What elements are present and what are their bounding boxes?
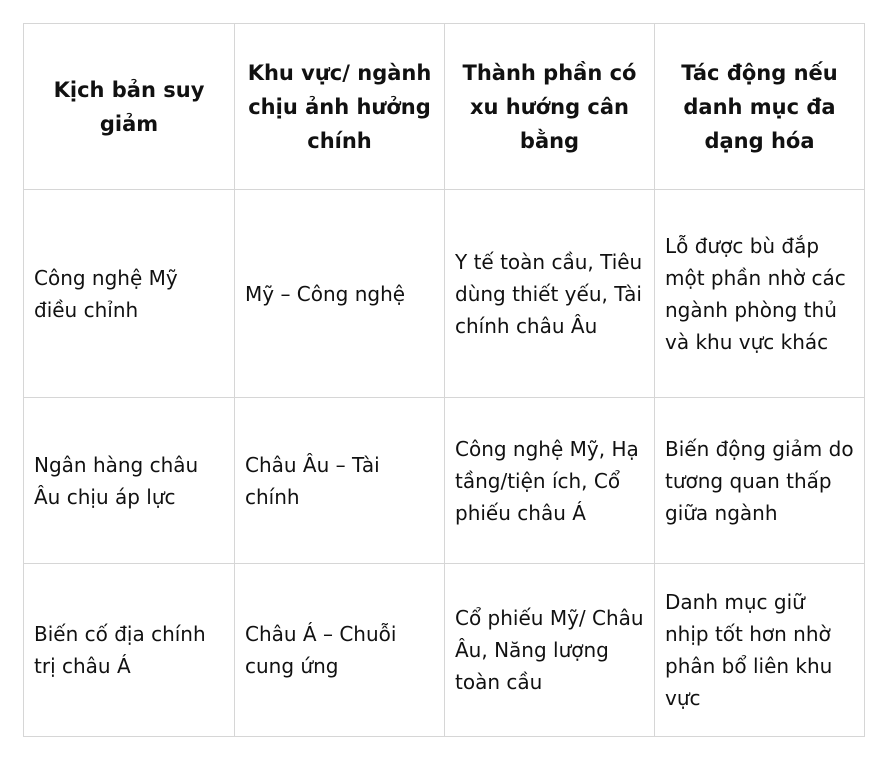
cell-balancing-components: Y tế toàn cầu, Tiêu dùng thiết yếu, Tài chính châu Âu [445,190,655,398]
cell-scenario: Công nghệ Mỹ điều chỉnh [24,190,235,398]
table-header-row [24,24,865,190]
cell-balancing-components: Công nghệ Mỹ, Hạ tầng/tiện ích, Cổ phiếu châu Á [445,398,655,564]
table-row [24,398,865,564]
header-balancing-components: Thành phần có xu hướng cân bằng [445,24,655,190]
header-scenario: Kịch bản suy giảm [24,24,235,190]
cell-diversified-impact: Danh mục giữ nhịp tốt hơn nhờ phân bổ liên khu vực [655,564,865,737]
table-row [24,564,865,737]
scenario-table-container [23,23,865,737]
scenario-table [23,23,865,737]
cell-affected-region: Mỹ – Công nghệ [235,190,445,398]
cell-scenario: Ngân hàng châu Âu chịu áp lực [24,398,235,564]
cell-diversified-impact: Lỗ được bù đắp một phần nhờ các ngành phòng thủ và khu vực khác [655,190,865,398]
cell-affected-region: Châu Âu – Tài chính [235,398,445,564]
header-affected-region: Khu vực/ ngành chịu ảnh hưởng chính [235,24,445,190]
cell-balancing-components: Cổ phiếu Mỹ/ Châu Âu, Năng lượng toàn cầu [445,564,655,737]
cell-affected-region: Châu Á – Chuỗi cung ứng [235,564,445,737]
cell-diversified-impact: Biến động giảm do tương quan thấp giữa ngành [655,398,865,564]
table-row [24,190,865,398]
header-diversified-impact: Tác động nếu danh mục đa dạng hóa [655,24,865,190]
cell-scenario: Biến cố địa chính trị châu Á [24,564,235,737]
